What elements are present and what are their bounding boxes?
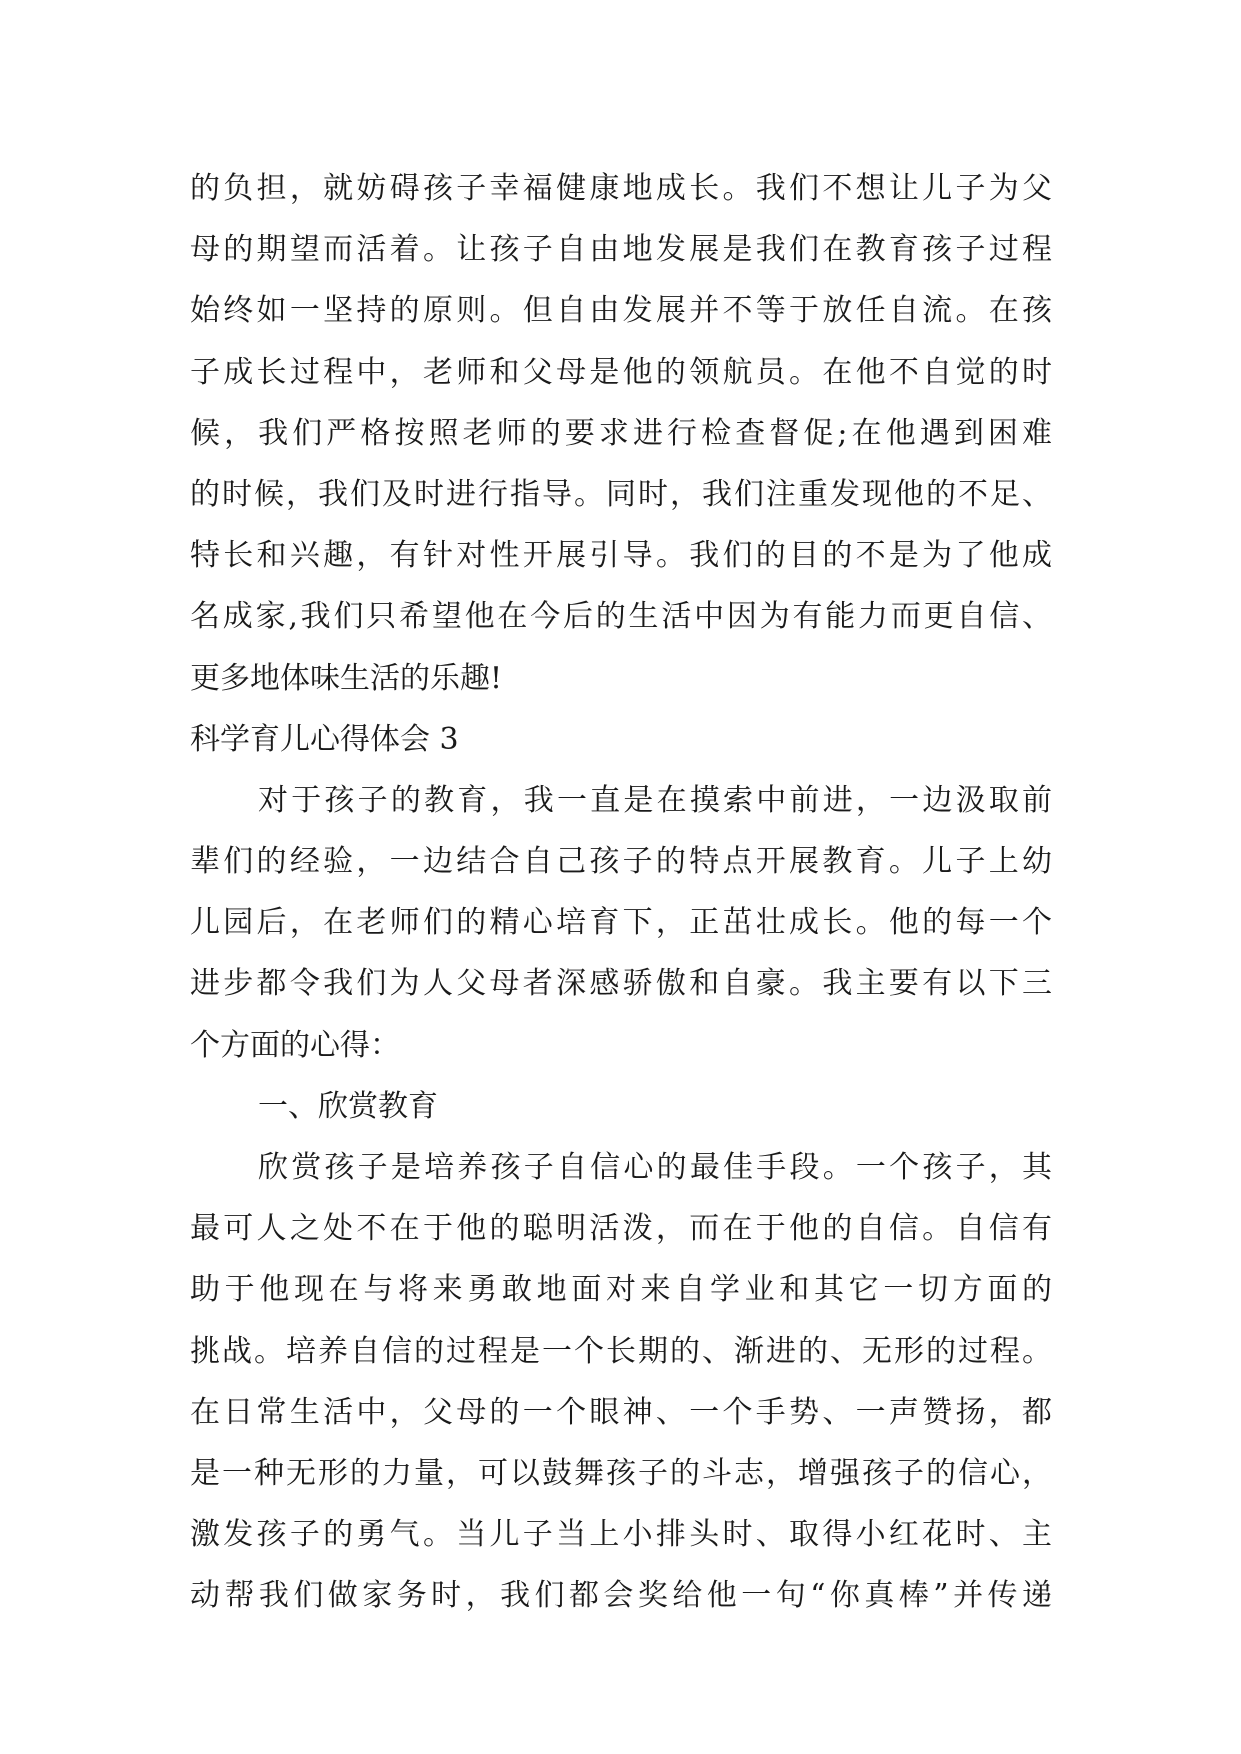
text-line: 子成长过程中，老师和父母是他的领航员。在他不自觉的时 — [190, 354, 1052, 390]
subheading: 一、欣赏教育 — [258, 1088, 438, 1124]
text-line: 的时候，我们及时进行指导。同时，我们注重发现他的不足、 — [190, 476, 1052, 512]
text-line: 母的期望而活着。让孩子自由地发展是我们在教育孩子过程 — [190, 232, 1052, 268]
paragraph-2 — [190, 770, 1052, 1076]
paragraph-1 — [190, 158, 1052, 709]
section-title: 科学育儿心得体会 3 — [190, 721, 459, 757]
text-line: 候，我们严格按照老师的要求进行检查督促;在他遇到困难 — [190, 415, 1052, 451]
text-line: 对于孩子的教育，我一直是在摸索中前进，一边汲取前 — [258, 782, 1052, 818]
text-line: 名成家,我们只希望他在今后的生活中因为有能力而更自信、 — [190, 599, 1052, 635]
text-line: 在日常生活中，父母的一个眼神、一个手势、一声赞扬，都 — [190, 1394, 1052, 1430]
text-line: 是一种无形的力量，可以鼓舞孩子的斗志，增强孩子的信心， — [190, 1455, 1052, 1491]
text-line: 激发孩子的勇气。当儿子当上小排头时、取得小红花时、主 — [190, 1517, 1052, 1553]
document-body — [190, 158, 1052, 1627]
text-line: 特长和兴趣，有针对性开展引导。我们的目的不是为了他成 — [190, 538, 1052, 574]
text-line: 儿园后，在老师们的精心培育下，正茁壮成长。他的每一个 — [190, 905, 1052, 941]
text-line: 更多地体味生活的乐趣! — [190, 660, 503, 696]
text-line: 辈们的经验，一边结合自己孩子的特点开展教育。儿子上幼 — [190, 844, 1052, 880]
text-line: 始终如一坚持的原则。但自由发展并不等于放任自流。在孩 — [190, 293, 1052, 329]
text-line: 的负担，就妨碍孩子幸福健康地成长。我们不想让儿子为父 — [190, 171, 1052, 206]
text-line: 挑战。培养自信的过程是一个长期的、渐进的、无形的过程。 — [190, 1333, 1052, 1369]
text-line: 欣赏孩子是培养孩子自信心的最佳手段。一个孩子，其 — [258, 1150, 1052, 1185]
text-line: 助于他现在与将来勇敢地面对来自学业和其它一切方面的 — [190, 1272, 1052, 1308]
text-line: 最可人之处不在于他的聪明活泼，而在于他的自信。自信有 — [190, 1211, 1052, 1247]
text-line: 动帮我们做家务时，我们都会奖给他一句“你真棒”并传递 — [190, 1578, 1052, 1614]
paragraph-3 — [190, 1137, 1052, 1627]
text-line: 个方面的心得： — [190, 1027, 400, 1063]
text-line: 进步都令我们为人父母者深感骄傲和自豪。我主要有以下三 — [190, 966, 1052, 1002]
